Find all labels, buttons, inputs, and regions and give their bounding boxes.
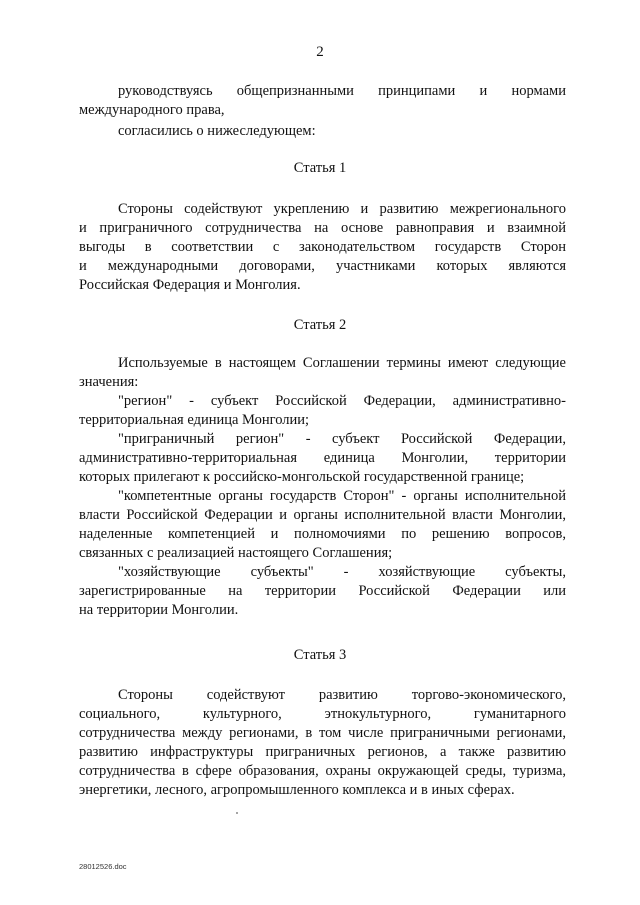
article-2-body [79,354,566,620]
intro-paragraph [79,82,566,141]
article-line: власти Российской Федерации и органы исполнительной власти Монголии, [79,507,566,523]
article-line: территориальная единица Монголии; [79,412,310,428]
article-3-body [79,686,566,800]
scan-speck [236,812,238,814]
article-line: сотрудничества между регионами, в том числе приграничными регионами, [79,725,566,741]
article-line: "хозяйствующие субъекты" - хозяйствующие субъекты, [118,564,566,580]
article-line: которых прилегают к российско-монгольской государственной границе; [79,469,525,485]
article-line: административно-территориальная единица Монголии, территории [79,450,566,466]
article-line: социального, культурного, этнокультурного, гуманитарного [79,706,566,722]
article-line: зарегистрированные на территории Российской Федерации или [79,583,566,599]
article-1-body [79,200,566,295]
article-line: сотрудничества в сфере образования, охраны окружающей среды, туризма, [79,763,566,779]
intro-line: согласились о нижеследующем: [118,123,316,139]
article-line: на территории Монголии. [79,602,239,618]
article-1-heading: Статья 1 [293,160,347,176]
article-line: "приграничный регион" - субъект Российской Федерации, [118,431,566,447]
page-number: 2 [316,44,324,60]
article-line: Стороны содействуют развитию торгово-экономического, [118,687,566,703]
footer-filename: 28012526.doc [79,862,127,871]
article-line: и приграничного сотрудничества на основе равноправия и взаимной [79,220,566,236]
article-line: Российская Федерация и Монголия. [79,277,301,293]
article-line: развитию инфраструктуры приграничных регионов, а также развитию [79,744,566,760]
article-line: выгоды в соответствии с законодательством государств Сторон [79,239,566,255]
article-line: Стороны содействуют укреплению и развитию межрегионального [118,201,566,217]
article-3-heading: Статья 3 [293,647,347,663]
article-line: наделенные компетенцией и полномочиями по решению вопросов, [79,526,566,542]
intro-line: руководствуясь общепризнанными принципами и нормами [118,83,566,99]
article-2-heading: Статья 2 [293,317,347,333]
article-line: энергетики, лесного, агропромышленного комплекса и в иных сферах. [79,782,515,798]
article-line: "компетентные органы государств Сторон" - органы исполнительной [118,488,566,504]
article-line: и международными договорами, участниками которых являются [79,258,566,274]
article-line: значения: [79,374,139,390]
article-line: Используемые в настоящем Соглашении термины имеют следующие [118,355,566,371]
article-line: связанных с реализацией настоящего Соглашения; [79,545,393,561]
intro-line: международного права, [79,102,225,118]
article-line: "регион" - субъект Российской Федерации, административно- [118,393,566,409]
